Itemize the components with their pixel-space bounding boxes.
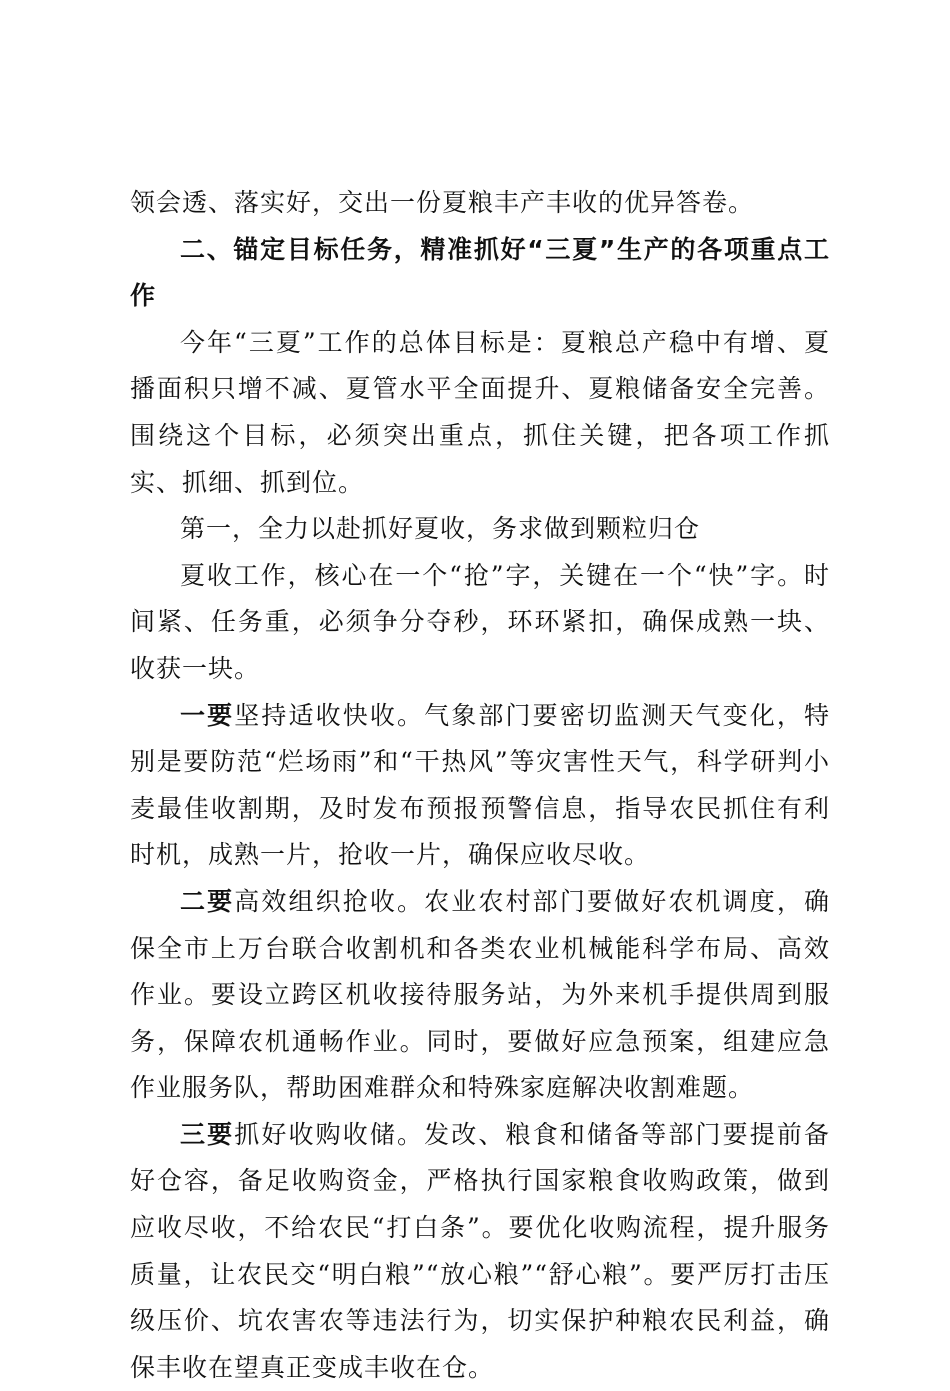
- point-one-body: 坚持适收快收。气象部门要密切监测天气变化，特别是要防范“烂场雨”和“干热风”等灾害性天气，科学研判小麦最佳收割期，及时发布预报预警信息，指导农民抓住有利时机，成熟一片，抢收一片，确保应收尽收。: [130, 700, 830, 870]
- point-one-lead: 一要: [180, 700, 235, 730]
- point-two-lead: 二要: [180, 886, 235, 916]
- paragraph-overall-goal: 今年“三夏”工作的总体目标是：夏粮总产稳中有增、夏播面积只增不减、夏管水平全面提升、夏粮储备安全完善。围绕这个目标，必须突出重点，抓住关键，把各项工作抓实、抓细、抓到位。: [130, 327, 830, 497]
- point-three-body: 抓好收购收储。发改、粮食和储备等部门要提前备好仓容，备足收购资金，严格执行国家粮食收购政策，做到应收尽收，不给农民“打白条”。要优化收购流程，提升服务质量，让农民交“明白粮”“放心粮”“舒心粮”。要严厉打击压级压价、坑农害农等违法行为，切实保护种粮农民利益，确保丰收在望真正变成丰收在仓。: [130, 1119, 830, 1382]
- paragraph-point-three: [130, 1112, 830, 1391]
- paragraph-point-two: [130, 879, 830, 1112]
- point-three-lead: 三要: [180, 1119, 235, 1149]
- paragraph-summer-harvest: 夏收工作，核心在一个“抢”字，关键在一个“快”字。时间紧、任务重，必须争分夺秒，环环紧扣，确保成熟一块、收获一块。: [130, 560, 831, 683]
- point-two-body: 高效组织抢收。农业农村部门要做好农机调度，确保全市上万台联合收割机和各类农业机械能科学布局、高效作业。要设立跨区机收接待服务站，为外来机手提供周到服务，保障农机通畅作业。同时，要做好应急预案，组建应急作业服务队，帮助困难群众和特殊家庭解决收割难题。: [130, 886, 830, 1103]
- document-body: [130, 180, 830, 1391]
- paragraph-point-one: [130, 693, 830, 879]
- section-heading: 二、锚定目标任务，精准抓好“三夏”生产的各项重点工作: [130, 234, 830, 311]
- subheading-first: 第一，全力以赴抓好夏收，务求做到颗粒归仓: [180, 514, 701, 544]
- paragraph-continuation: 领会透、落实好，交出一份夏粮丰产丰收的优异答卷。: [130, 188, 755, 217]
